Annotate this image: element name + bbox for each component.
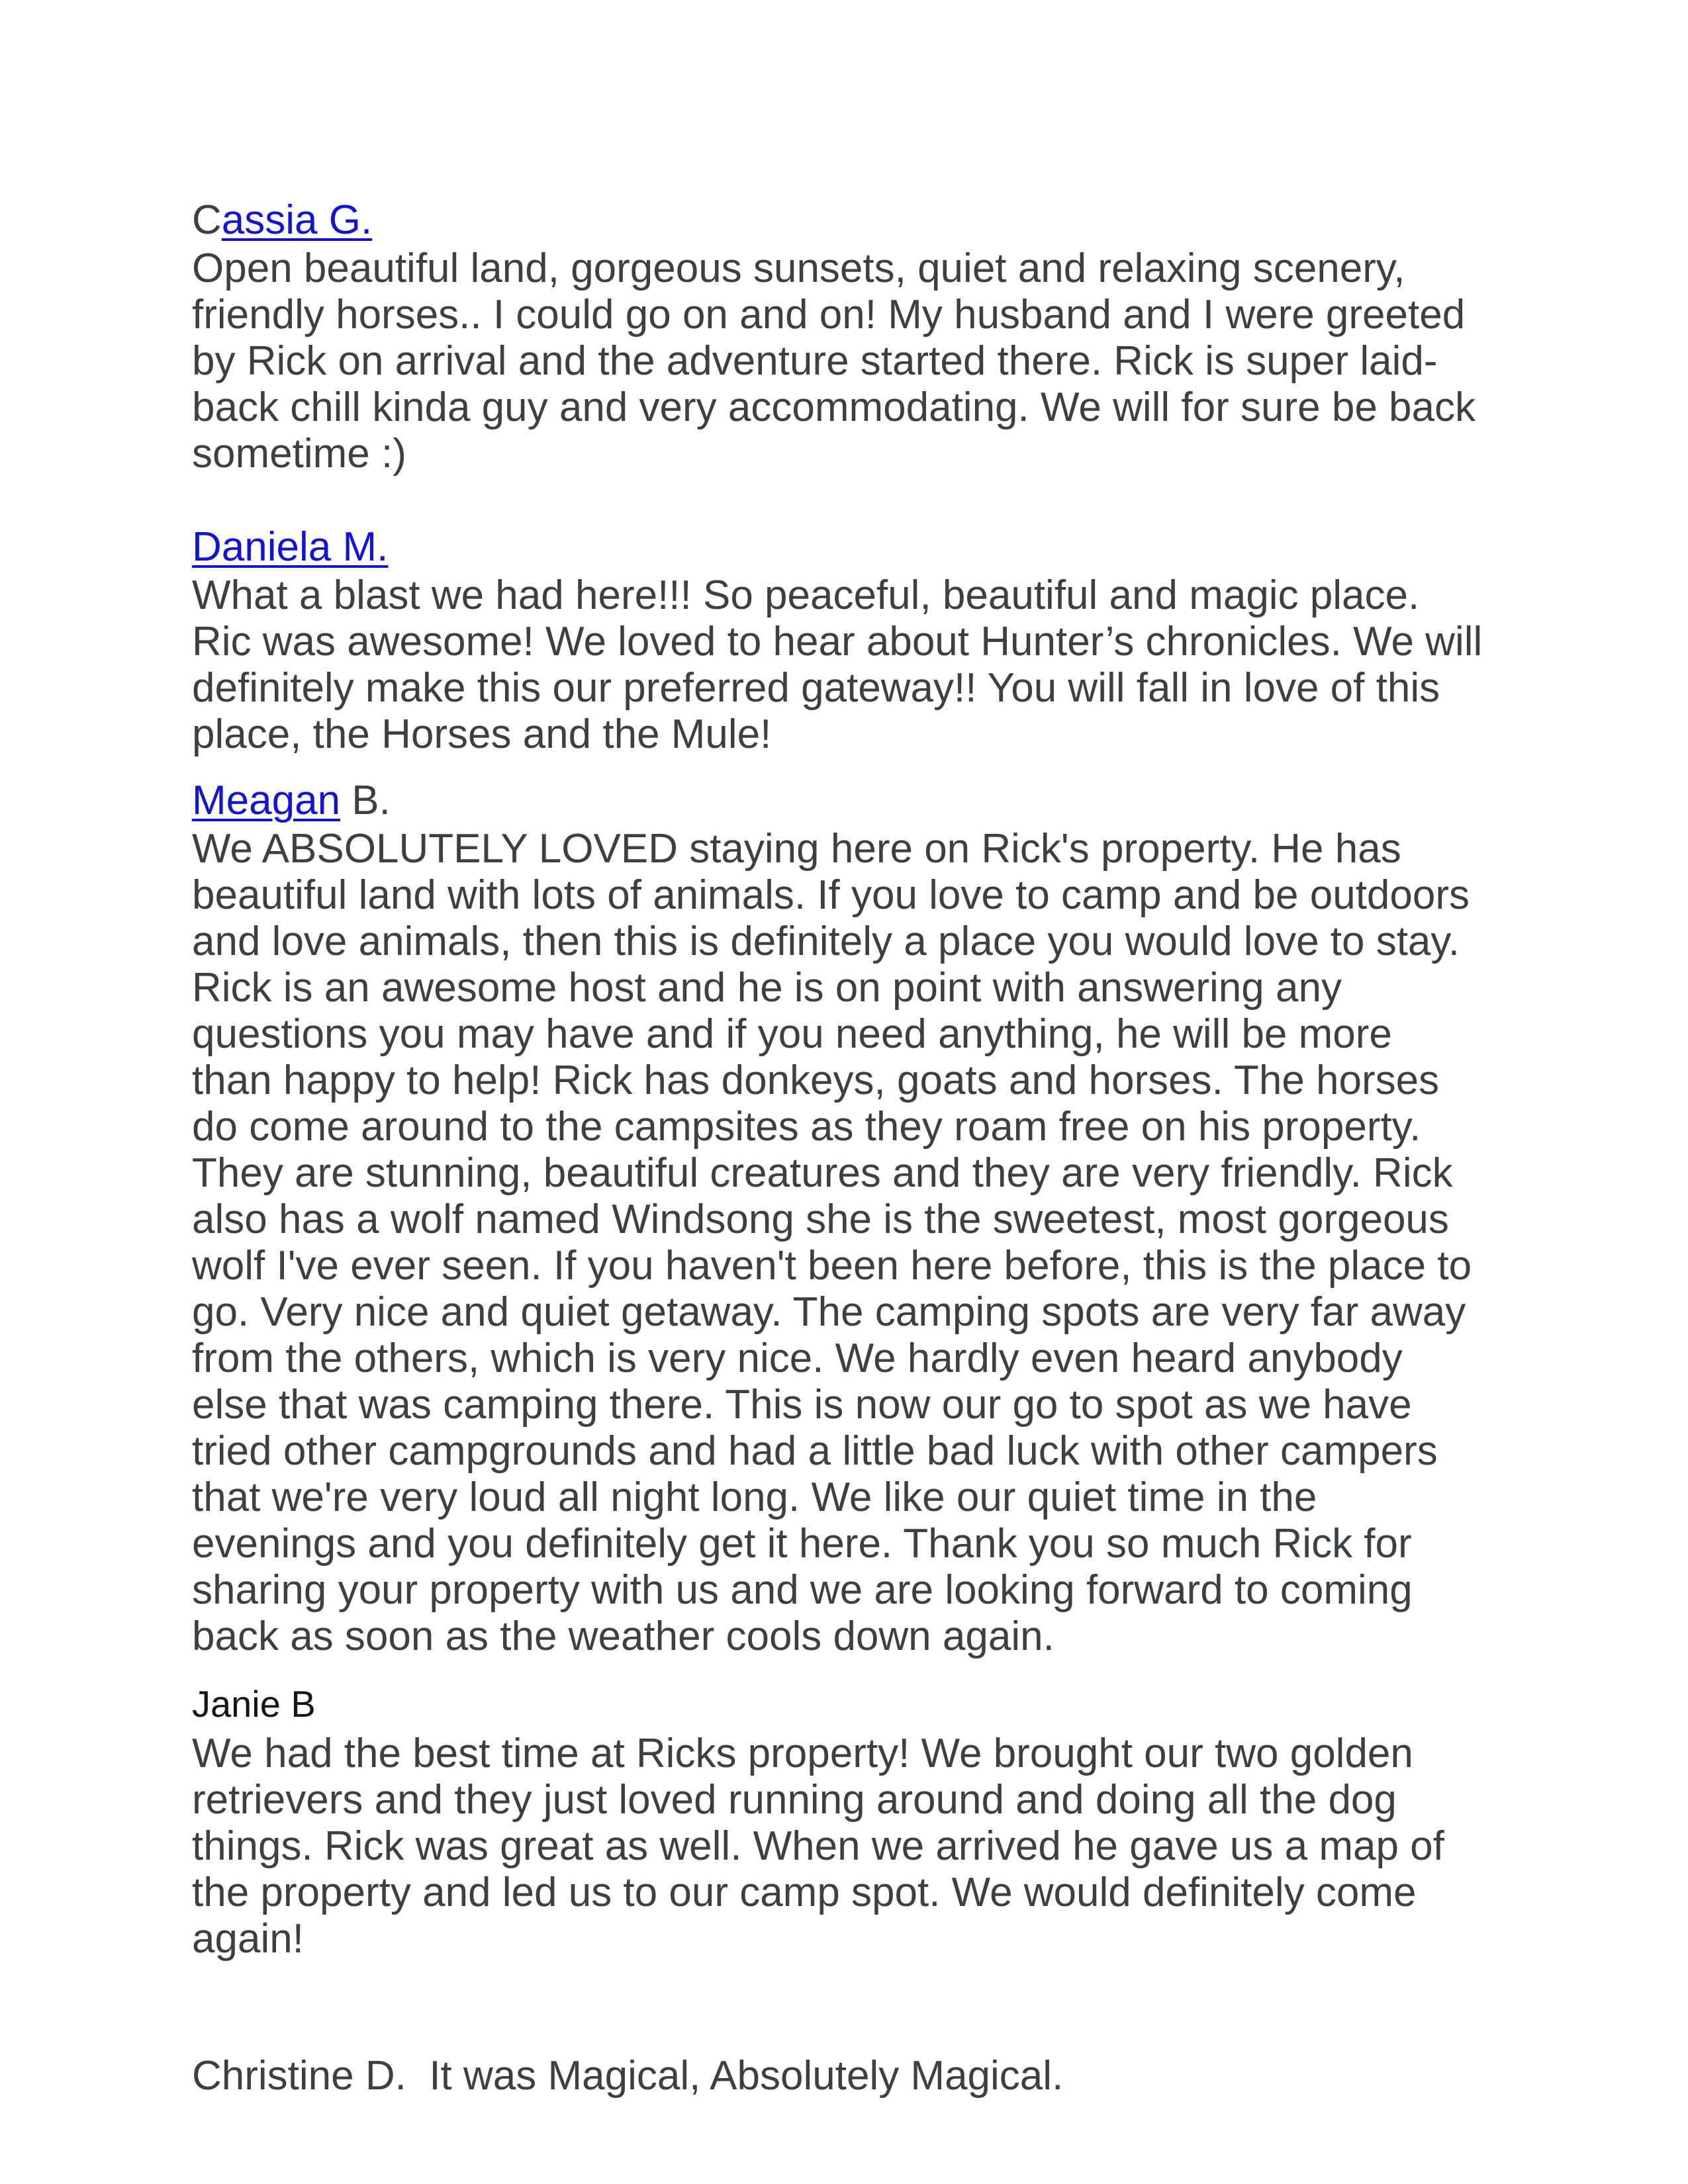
review-section-janie: [192, 1681, 1483, 1962]
author-suffix-meagan: B.: [340, 778, 391, 823]
review-author-janie: Janie B: [192, 1683, 316, 1725]
author-prefix-cassia: C: [192, 197, 222, 243]
review-author-cassia: [192, 197, 1483, 244]
review-body-janie: We had the best time at Ricks property! We brought our two golden retrievers and they just loved running around and doing all the dog things. Rick was great as well. When we arrived he gave us a map of the property and led us to our camp spot. We would definitely come again!: [192, 1731, 1456, 1962]
review-section-daniela: [192, 524, 1494, 758]
review-body-cassia: Open beautiful land, gorgeous sunsets, quiet and relaxing scenery, friendly horses.. I could go on and on! My husband and I were greeted by Rick on arrival and the adventure started there. Rick is super laid-back chill kinda guy and very accommodating. We will for sure be back sometime :): [192, 246, 1487, 477]
reviews-content: [192, 0, 1494, 2099]
review-author-meagan: [192, 778, 1483, 824]
review-section-meagan: [192, 778, 1483, 1660]
review-section-christine: [192, 2053, 1483, 2099]
author-link-cassia[interactable]: assia G.: [221, 197, 373, 243]
review-body-meagan: We ABSOLUTELY LOVED staying here on Rick's property. He has beautiful land with lots of animals. If you love to camp and be outdoors and love animals, then this is definitely a place you would love to stay. Rick is an awesome host and he is on point with answering any questions you may have and if you need anything, he will be more than happy to help! Rick has donkeys, goats and horses. The horses do come around to the campsites as they roam free on his property. They are stunning, beautiful creatures and they are very friendly. Rick also has a wolf named Windsong she is the sweetest, most gorgeous wolf I've ever seen. If you haven't been here before, this is the place to go. Very nice and quiet getaway. The camping spots are very far away from the others, which is very nice. We hardly even heard anybody else that was camping there. This is now our go to spot as we have tried other campgrounds and had a little bad luck with other campers that we're very loud all night long. We like our quiet time in the evenings and you definitely get it here. Thank you so much Rick for sharing your property with us and we are looking forward to coming back as soon as the weather cools down again.: [192, 826, 1483, 1659]
review-inline-christine: Christine D. It was Magical, Absolutely Magical.: [192, 2053, 1064, 2099]
author-link-meagan[interactable]: Meagan: [192, 778, 341, 823]
review-section-cassia: [192, 197, 1487, 477]
author-link-daniela[interactable]: Daniela M.: [192, 524, 389, 570]
review-author-daniela: [192, 524, 1483, 570]
review-body-daniela: What a blast we had here!!! So peaceful, beautiful and magic place. Ric was awesome! We loved to hear about Hunter’s chronicles. We will definitely make this our preferred gateway!! You will fall in love of this place, the Horses and the Mule!: [192, 572, 1494, 757]
